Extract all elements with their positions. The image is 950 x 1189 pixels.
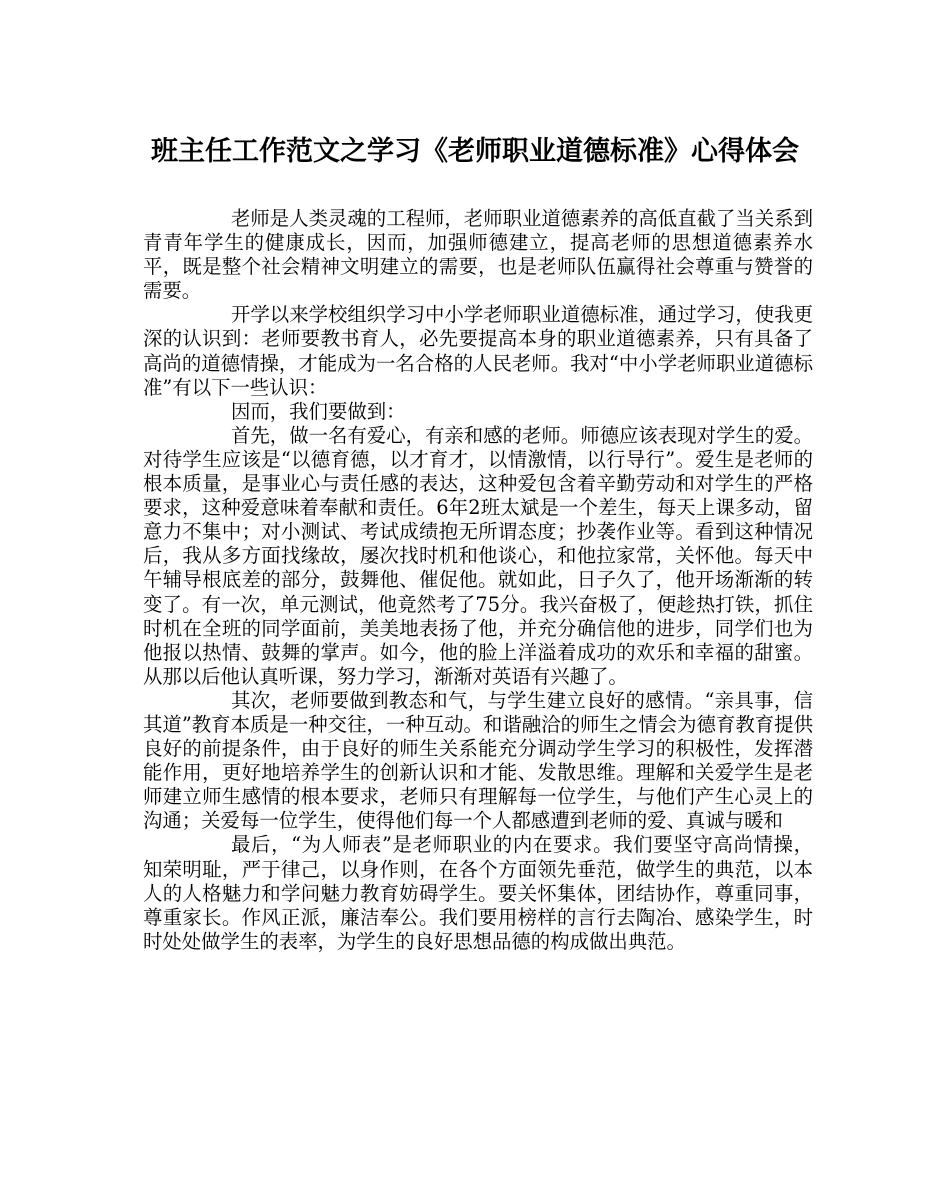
paragraph-study: 开学以来学校组织学习中小学老师职业道德标准，通过学习，使我更深的认识到：老师要教书育人，必先要提高本身的职业道德素养，只有具备了高尚的道德情操，才能成为一名合格的人民老师。我对“中小学老师职业道德标准”有以下一些认识： — [143, 303, 813, 399]
paragraph-last: 最后，“为人师表”是老师职业的内在要求。我们要坚守高尚情操，知荣明耻，严于律己，以身作则，在各个方面领先垂范，做学生的典范，以本人的人格魅力和学问魅力教育妨碍学生。要关怀集体，团结协作，尊重同事，尊重家长。作风正派，廉洁奉公。我们要用榜样的言行去陶冶、感染学生，时时处处做学生的表率，为学生的良好思想品德的构成做出典范。 — [143, 833, 813, 953]
paragraph-first: 首先，做一名有爱心，有亲和感的老师。师德应该表现对学生的爱。对待学生应该是“以德育德，以才育才，以情激情，以行导行”。爱生是老师的根本质量，是事业心与责任感的表达，这种爱包含着辛勤劳动和对学生的严格要求，这种爱意味着奉献和责任。6年2班太斌是一个差生，每天上课多动，留意力不集中；对小测试、考试成绩抱无所谓态度；抄袭作业等。看到这种情况后，我从多方面找缘故，屡次找时机和他谈心，和他拉家常，关怀他。每天中午辅导根底差的部分，鼓舞他、催促他。就如此，日子久了，他开场渐渐的转变了。有一次，单元测试，他竟然考了75分。我兴奋极了，便趁热打铁，抓住时机在全班的同学面前，美美地表扬了他，并充分确信他的进步，同学们也为他报以热情、鼓舞的掌声。如今，他的脸上洋溢着成功的欢乐和幸福的甜蜜。从那以后他认真听课，努力学习，渐渐对英语有兴趣了。 — [143, 423, 813, 688]
document-body — [143, 207, 813, 954]
paragraph-intro: 老师是人类灵魂的工程师，老师职业道德素养的高低直截了当关系到青青年学生的健康成长，因而，加强师德建立，提高老师的思想道德素养水平，既是整个社会精神文明建立的需要，也是老师队伍赢得社会尊重与赞誉的需要。 — [143, 207, 813, 303]
paragraph-therefore: 因而，我们要做到： — [231, 399, 406, 423]
document-title: 班主任工作范文之学习《老师职业道德标准》心得体会 — [151, 136, 799, 167]
paragraph-second: 其次，老师要做到教态和气，与学生建立良好的感情。“亲具事，信其道”教育本质是一种交往，一种互动。和谐融洽的师生之情会为德育教育提供良好的前提条件，由于良好的师生关系能充分调动学生学习的积极性，发挥潜能作用，更好地培养学生的创新认识和才能、发散思维。理解和关爱学生是老师建立师生感情的根本要求，老师只有理解每一位学生，与他们产生心灵上的沟通；关爱每一位学生，使得他们每一个人都感遭到老师的爱、真诚与暖和 — [143, 688, 813, 833]
